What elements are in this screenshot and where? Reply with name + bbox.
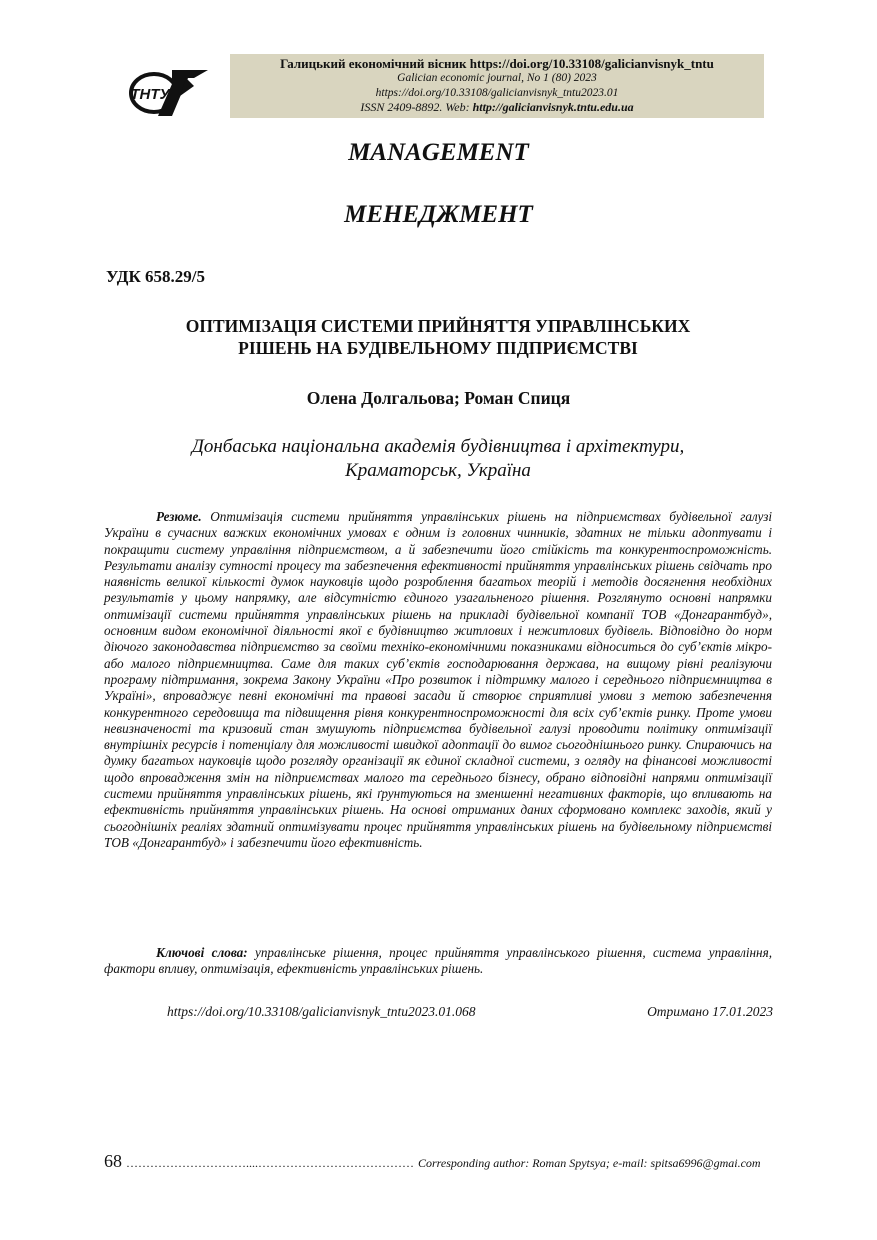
issn: ISSN 2409-8892. Web: xyxy=(360,100,473,115)
received-date: Отримано 17.01.2023 xyxy=(647,1004,773,1019)
abstract xyxy=(104,509,772,851)
section-title-ua: МЕНЕДЖМЕНТ xyxy=(344,201,533,228)
journal-title: Галицький економічний вісник https://doi.org/10.33108/galicianvisnyk_tntu xyxy=(280,56,714,71)
section-title-en: MANAGEMENT xyxy=(348,139,529,166)
abstract-label: Резюме. xyxy=(156,509,202,524)
journal-name-en: Galician economic journal, No 1 (80) 2023 xyxy=(397,72,597,85)
page-footer xyxy=(104,1151,784,1172)
logo-text: ТНТУ xyxy=(130,86,170,103)
affiliation-line: Донбаська національна академія будівництва і архітектури, xyxy=(191,436,685,457)
footer-dots: …………………………....………………………………… xyxy=(126,1156,414,1170)
article-authors: Олена Долгальова; Роман Спиця xyxy=(306,388,571,408)
page-number: 68 xyxy=(104,1151,122,1171)
keywords-text: управлінське рішення, процес прийняття управлінського рішення, система управління, фактори впливу, оптимізація, ефективність управлінських рішень. xyxy=(104,945,772,977)
article-title xyxy=(106,315,770,359)
udk-code: УДК 658.29/5 xyxy=(106,267,206,286)
article-doi-link[interactable]: https://doi.org/10.33108/galicianvisnyk_tntu2023.01.068 xyxy=(167,1004,476,1019)
journal-logo xyxy=(128,66,210,120)
affiliation-line: Краматорськ, Україна xyxy=(345,460,531,481)
author-affiliation xyxy=(106,435,770,483)
article-title-line: ОПТИМІЗАЦІЯ СИСТЕМИ ПРИЙНЯТТЯ УПРАВЛІНСЬКИХ xyxy=(185,316,691,336)
article-title-line: РІШЕНЬ НА БУДІВЕЛЬНОМУ ПІДПРИЄМСТВІ xyxy=(238,338,638,358)
abstract-text: Оптимізація системи прийняття управлінських рішень на підприємствах будівельної галузі України в сучасних важких економічних умовах є одним із головних чинників, здатних не тільки адоптувати і покращити систему управління підприємством, а й забезпечити його стійкість та конкурентоспроможність. Результати аналізу сутності процесу та забезпечення ефективності прийняття управлінських рішень свідчать про наявність великої кількості думок науковців щодо розроблення багатьох теорій і методів досягнення необхідних результатів у цьому напрямку, але відсутністю єдиного узагальненого рішення. Розглянуто основні напрямки оптимізації системи прийняття управлінських рішень на прикладі будівельної компанії ТОВ «Донгарантбуд», основним видом економічної діяльності якої є будівництво житлових і нежитлових будівель. Відповідно до норм діючого законодавства підприємство за своїми техніко-економічними показниками відноситься до суб’єктів мікро- або малого підприємництва. Саме для таких суб’єктів господарювання держава, на вищому рівні реалізуючи програму підтримання, зокрема Закону України «Про розвиток і підтримку малого і середнього підприємництва в Україні», впроваджує певні економічні та правові засади й створює сприятливі умови з метою забезпечення конкурентного середовища та підвищення рівня конкурентноспроможності для всіх суб’єктів ринку. Проте умови невизначеності та кризовий стан змушують підприємства будівельної галузі проводити політику оптимізації внутрішніх ресурсів і потенціалу для можливості швидкої адоптації до вимог сьогоднішнього ринку. Спираючись на думку багатьох науковців щодо розгляду організації як єдиної складної системи, з огляду на фінансові можливості щодо впровадження змін на підприємствах малого та середнього бізнесу, обрано відповідні напрями оптимізації системи прийняття управлінських рішень, які ґрунтуються на зменшенні негативних факторів, що впливають на ефективність прийняття управлінських рішень. На основі отриманих даних сформовано комплекс заходів, який у сьогоднішніх реаліях здатний оптимізувати процес прийняття управлінських рішень на будівельному підприємстві ТОВ «Донгарантбуд» і забезпечити його ефективність. xyxy=(104,509,773,850)
journal-website-link[interactable]: http://galicianvisnyk.tntu.edu.ua xyxy=(472,100,634,115)
issn-line xyxy=(230,100,764,114)
corresponding-author: Corresponding author: Roman Spytsya; e-mail: spitsa6996@gmai.com xyxy=(418,1156,761,1170)
keywords-label: Ключові слова: xyxy=(156,945,248,960)
keywords xyxy=(104,945,772,978)
issue-doi: https://doi.org/10.33108/galicianvisnyk_tntu2023.01 xyxy=(375,86,619,99)
journal-header xyxy=(230,54,764,118)
